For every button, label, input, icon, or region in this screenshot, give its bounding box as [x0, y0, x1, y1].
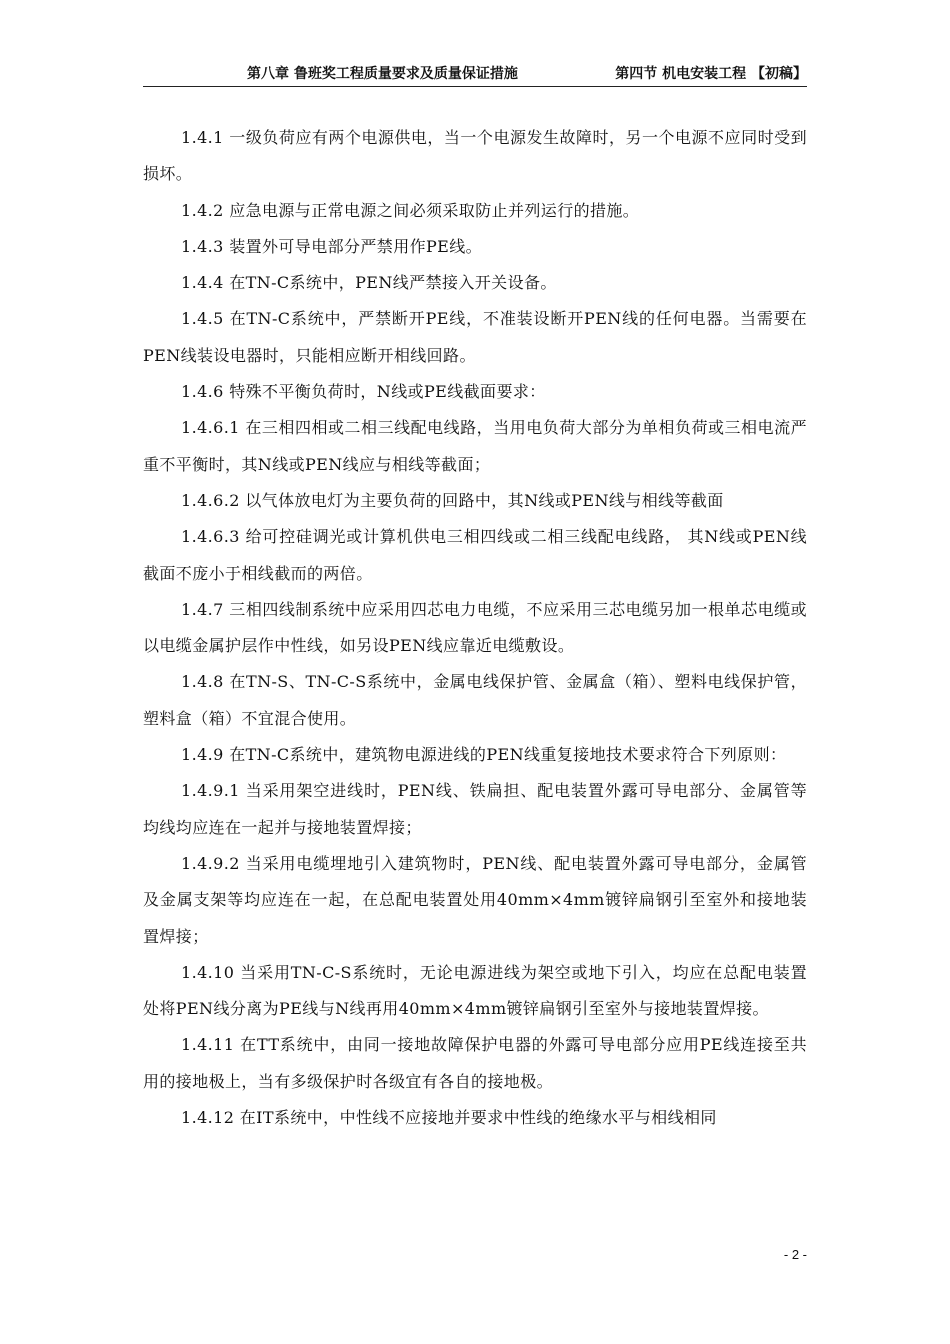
paragraph: 1.4.3 装置外可导电部分严禁用作PE线。 — [181, 236, 483, 256]
header-section-title: 第四节 机电安装工程 【初稿】 — [615, 66, 807, 82]
document-body — [143, 120, 807, 1136]
paragraph: 1.4.12 在IT系统中，中性线不应接地并要求中性线的绝缘水平与相线相同 — [181, 1108, 717, 1128]
page-number: - 2 - — [783, 1247, 807, 1262]
paragraph: 1.4.6 特殊不平衡负荷时，N线或PE线截面要求： — [181, 382, 546, 402]
paragraph: 1.4.1 一级负荷应有两个电源供电，当一个电源发生故障时，另一个电源不应同时受到损坏。 — [143, 128, 807, 184]
paragraph: 1.4.9 在TN-C系统中，建筑物电源进线的PEN线重复接地技术要求符合下列原则： — [181, 745, 787, 765]
paragraph: 1.4.9.1 当采用架空进线时，PEN线、铁扁担、配电装置外露可导电部分、金属管等均线均应连在一起并与接地装置焊接； — [143, 781, 807, 837]
paragraph: 1.4.6.2 以气体放电灯为主要负荷的回路中，其N线或PEN线与相线等截面 — [181, 490, 724, 510]
paragraph: 1.4.10 当采用TN-C-S系统时，无论电源进线为架空或地下引入，均应在总配电装置处将PEN线分离为PE线与N线再用40mm×4mm镀锌扁钢引至室外与接地装置焊接。 — [143, 962, 807, 1019]
page-header — [143, 62, 807, 87]
paragraph: 1.4.6.1 在三相四相或二相三线配电线路，当用电负荷大部分为单相负荷或三相电流严重不平衡时，其N线或PEN线应与相线等截面； — [143, 418, 807, 474]
paragraph: 1.4.9.2 当采用电缆埋地引入建筑物时，PEN线、配电装置外露可导电部分，金属管及金属支架等均应连在一起，在总配电装置处用40mm×4mm镀锌扁钢引至室外和接地装置焊接； — [143, 853, 807, 946]
paragraph: 1.4.11 在TT系统中，由同一接地故障保护电器的外露可导电部分应用PE线连接至共用的接地极上，当有多级保护时各级宜有各自的接地极。 — [143, 1035, 807, 1091]
paragraph: 1.4.5 在TN-C系统中，严禁断开PE线，不准装设断开PEN线的任何电器。当需要在PEN线装设电器时，只能相应断开相线回路。 — [143, 309, 807, 365]
paragraph: 1.4.4 在TN-C系统中，PEN线严禁接入开关设备。 — [181, 273, 557, 293]
paragraph: 1.4.2 应急电源与正常电源之间必须采取防止并列运行的措施。 — [181, 200, 640, 220]
header-chapter-title: 第八章 鲁班奖工程质量要求及质量保证措施 — [247, 66, 518, 82]
paragraph: 1.4.6.3 给可控硅调光或计算机供电三相四线或二相三线配电线路， 其N线或PEN线截面不庞小于相线截而的两倍。 — [143, 527, 807, 583]
paragraph: 1.4.7 三相四线制系统中应采用四芯电力电缆，不应采用三芯电缆另加一根单芯电缆或以电缆金属护层作中性线，如另设PEN线应靠近电缆敷设。 — [143, 599, 807, 656]
paragraph: 1.4.8 在TN-S、TN-C-S系统中，金属电线保护管、金属盒（箱）、塑料电线保护管，塑料盒（箱）不宜混合使用。 — [143, 672, 807, 728]
